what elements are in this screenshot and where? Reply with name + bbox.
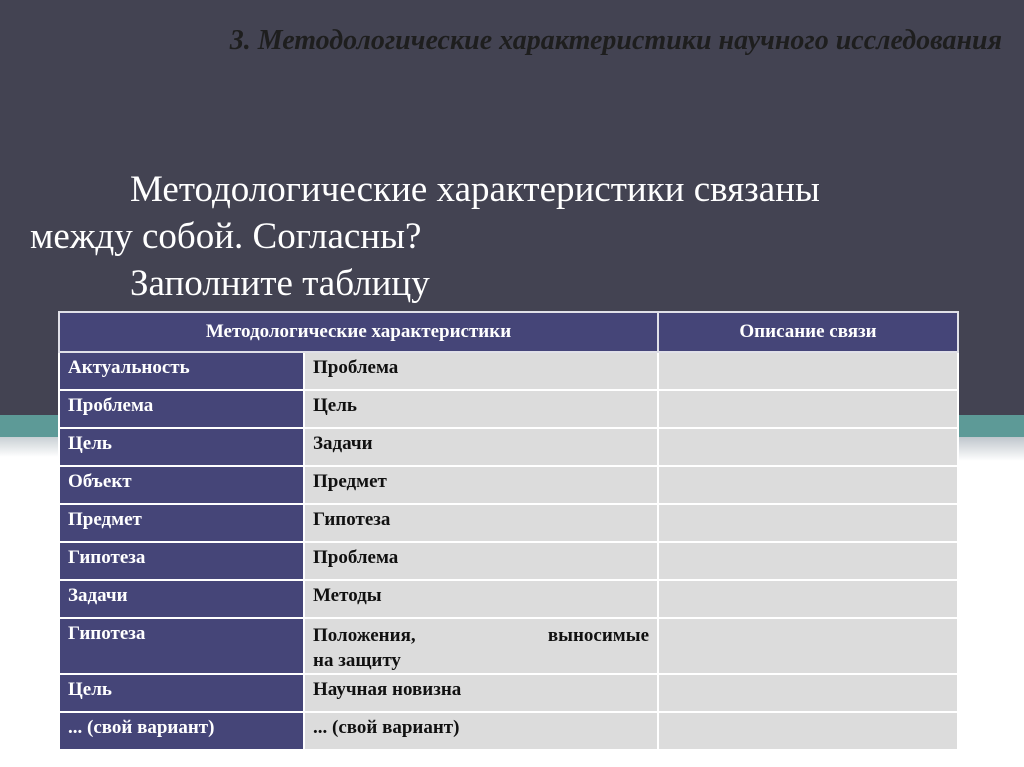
characteristic-cell: Задачи xyxy=(59,580,304,618)
slide-title: 3. Методологические характеристики научного исследования xyxy=(229,25,1002,56)
relation-description-cell[interactable] xyxy=(658,466,958,504)
body-line-3: Заполните таблицу xyxy=(130,263,430,304)
related-characteristic-cell: Задачи xyxy=(304,428,658,466)
table-row xyxy=(59,428,958,466)
table-row xyxy=(59,618,958,674)
relation-description-cell[interactable] xyxy=(658,580,958,618)
relation-description-cell[interactable] xyxy=(658,674,958,712)
characteristic-cell: Гипотеза xyxy=(59,618,304,674)
characteristic-cell: Гипотеза xyxy=(59,542,304,580)
characteristic-cell: ... (свой вариант) xyxy=(59,712,304,750)
accent-strip-right xyxy=(955,415,1024,437)
shadow-strip-left xyxy=(0,437,60,457)
header-relation-description: Описание связи xyxy=(658,312,958,352)
header-characteristics: Методологические характеристики xyxy=(59,312,658,352)
table-row xyxy=(59,674,958,712)
related-characteristic-cell: Гипотеза xyxy=(304,504,658,542)
table-row xyxy=(59,712,958,750)
shadow-strip-right xyxy=(955,437,1024,461)
relation-description-cell[interactable] xyxy=(658,428,958,466)
relation-description-cell[interactable] xyxy=(658,542,958,580)
related-characteristic-line-2: на защиту xyxy=(313,650,401,671)
table-row xyxy=(59,504,958,542)
related-characteristic-cell xyxy=(304,618,658,674)
table-row xyxy=(59,390,958,428)
related-characteristic-cell: Научная новизна xyxy=(304,674,658,712)
relation-description-cell[interactable] xyxy=(658,352,958,390)
relation-description-cell[interactable] xyxy=(658,504,958,542)
related-characteristic-cell: Проблема xyxy=(304,352,658,390)
related-characteristic-line-1: Положения, выносимые xyxy=(313,625,650,646)
characteristic-cell: Цель xyxy=(59,428,304,466)
relation-description-cell[interactable] xyxy=(658,390,958,428)
characteristics-table xyxy=(58,311,959,751)
table-row xyxy=(59,580,958,618)
characteristic-cell: Предмет xyxy=(59,504,304,542)
table-header-row xyxy=(59,312,958,352)
table-row xyxy=(59,542,958,580)
related-characteristic-cell: Цель xyxy=(304,390,658,428)
characteristic-cell: Проблема xyxy=(59,390,304,428)
accent-strip-left xyxy=(0,415,60,437)
characteristic-cell: Актуальность xyxy=(59,352,304,390)
body-line-1: Методологические характеристики связаны xyxy=(130,169,820,210)
related-characteristic-cell: ... (свой вариант) xyxy=(304,712,658,750)
related-characteristic-cell: Проблема xyxy=(304,542,658,580)
body-line-2: между собой. Согласны? xyxy=(30,216,422,257)
slide-body-text xyxy=(30,166,990,307)
table-row xyxy=(59,466,958,504)
related-characteristic-cell: Методы xyxy=(304,580,658,618)
relation-description-cell[interactable] xyxy=(658,618,958,674)
related-characteristic-cell: Предмет xyxy=(304,466,658,504)
characteristic-cell: Объект xyxy=(59,466,304,504)
relation-description-cell[interactable] xyxy=(658,712,958,750)
table-row xyxy=(59,352,958,390)
characteristic-cell: Цель xyxy=(59,674,304,712)
